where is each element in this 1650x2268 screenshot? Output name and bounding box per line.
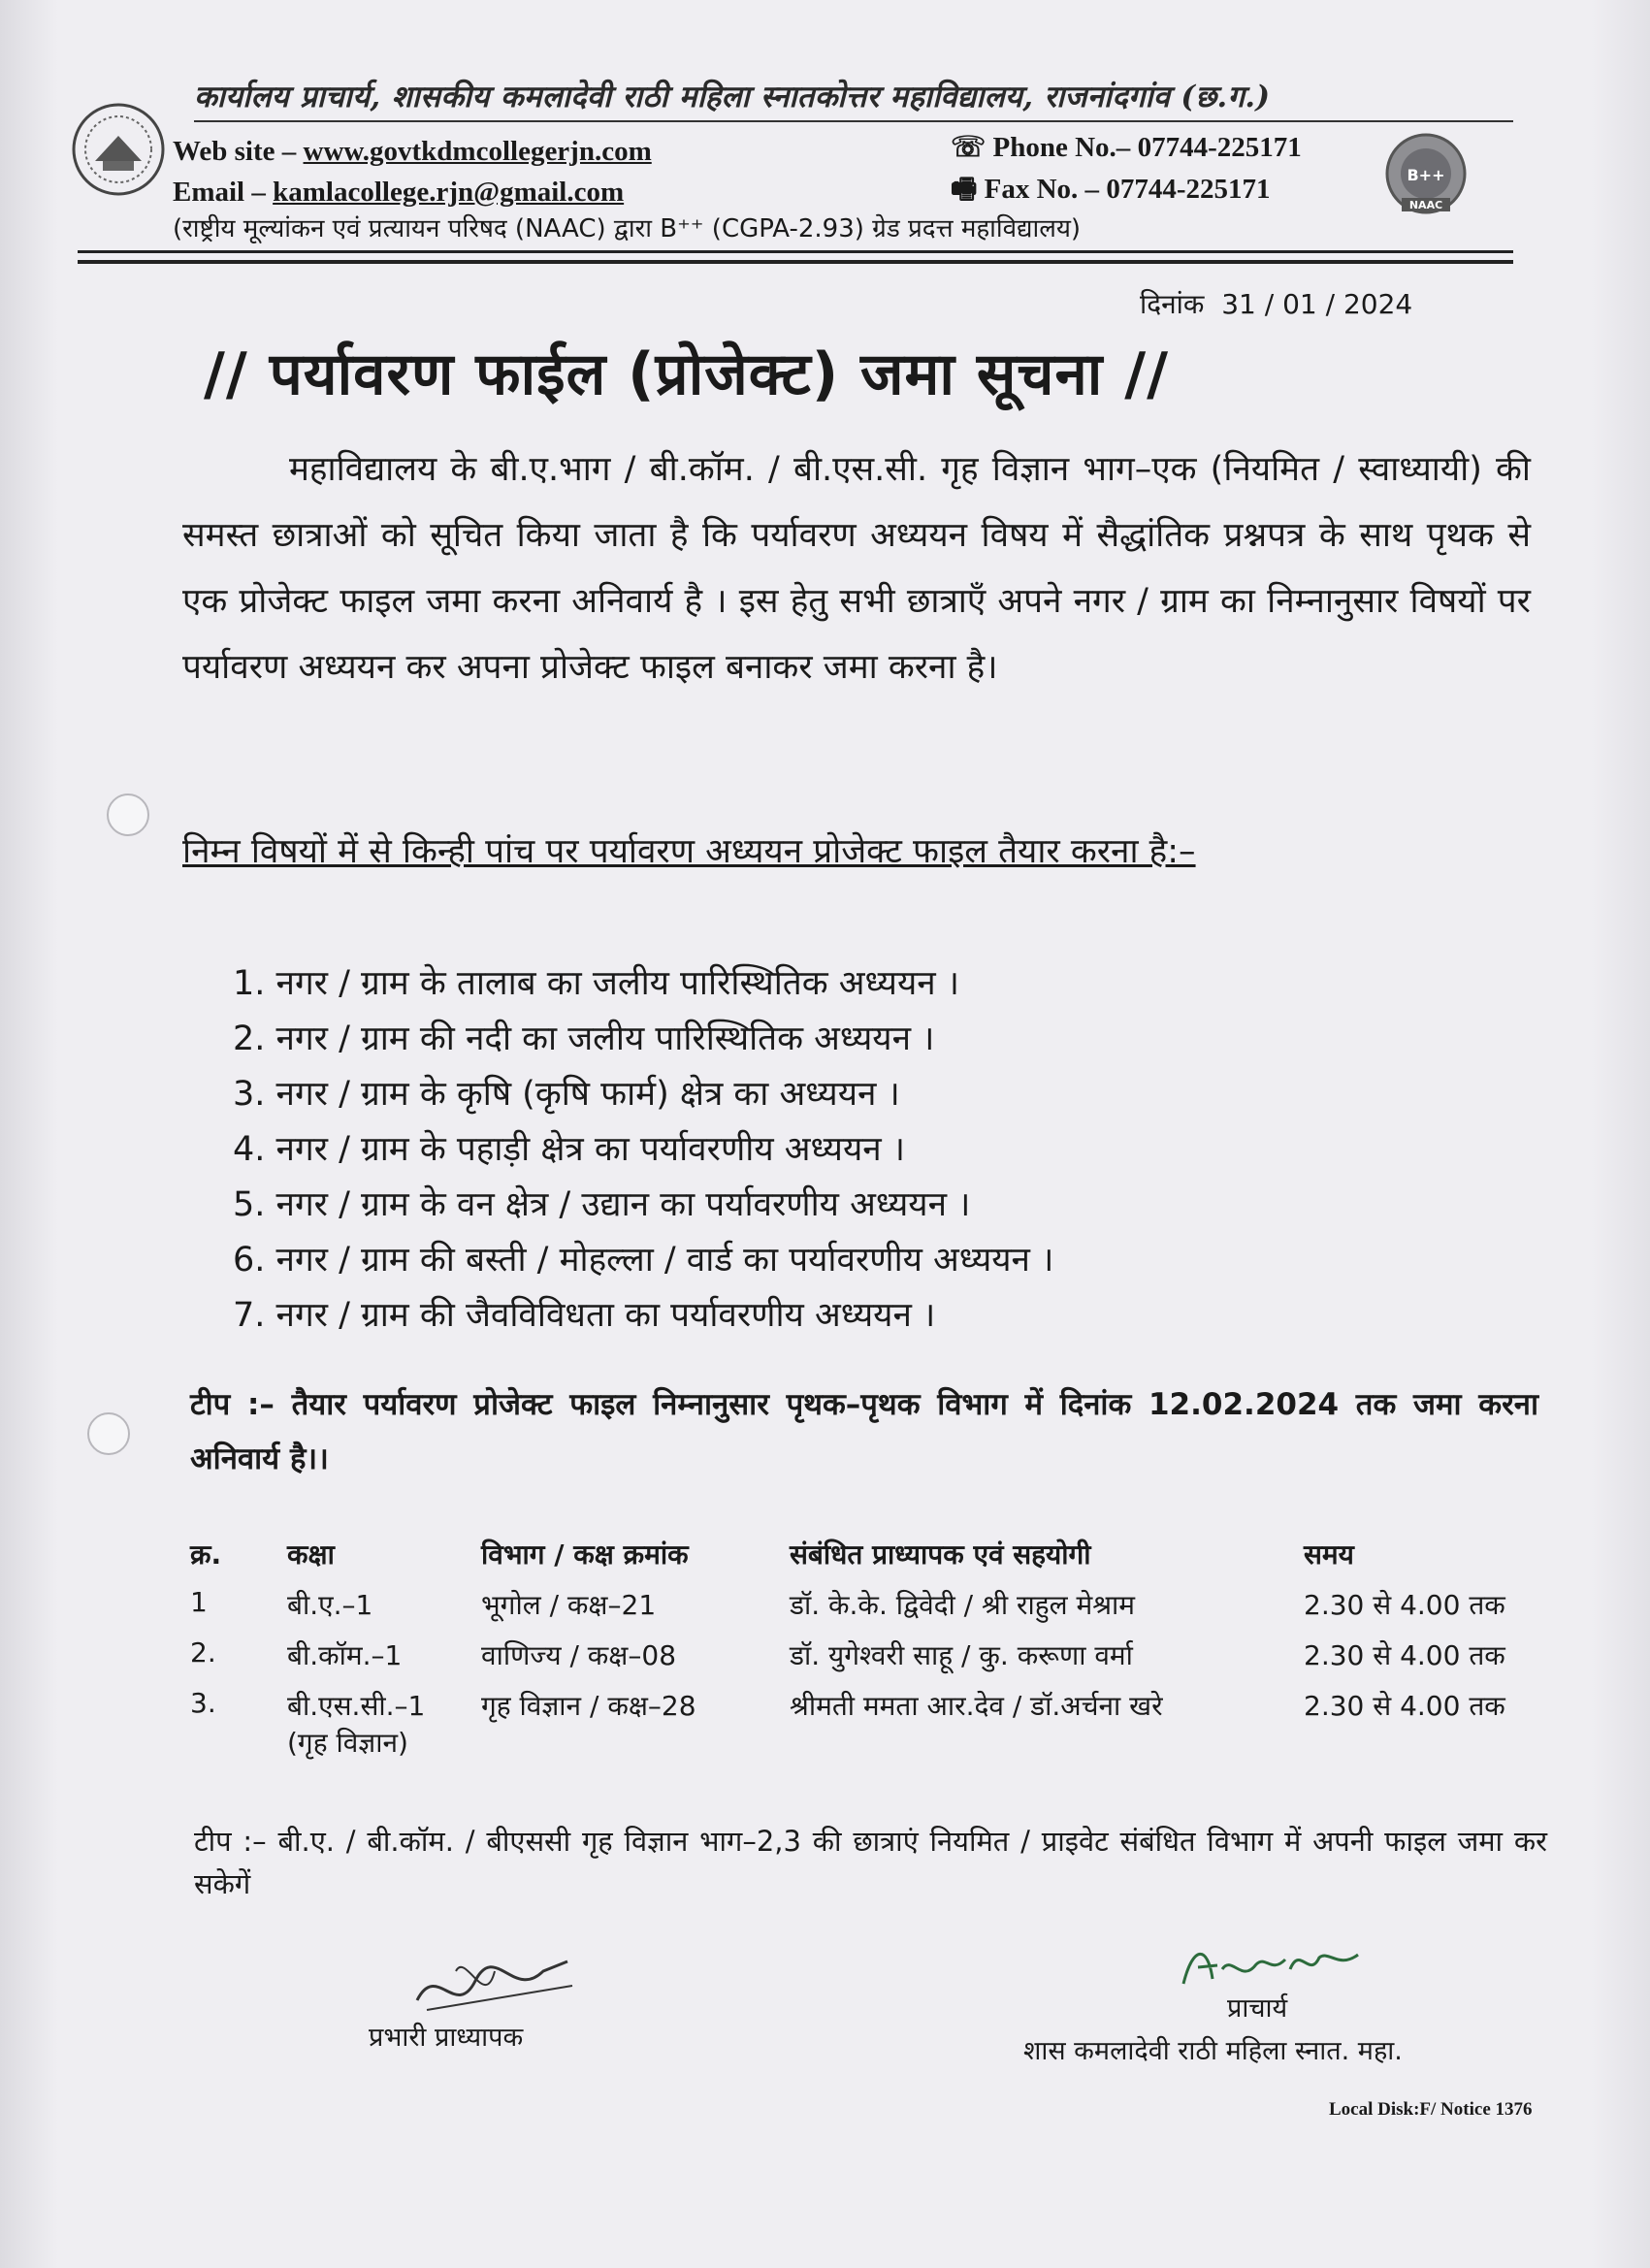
- column-header: विभाग / कक्ष क्रमांक: [481, 1539, 689, 1571]
- college-logo-icon: [70, 101, 167, 198]
- phone-number: 07744-225171: [1137, 132, 1302, 163]
- naac-accreditation-line: (राष्ट्रीय मूल्यांकन एवं प्रत्यायन परिषद (NAAC) द्वारा B⁺⁺ (CGPA-2.93) ग्रेड प्रदत्त महाविद्यालय): [173, 214, 1082, 243]
- notice-body: [182, 437, 1531, 700]
- table-row: [190, 1636, 1556, 1687]
- phone-row: [951, 130, 1302, 164]
- private-student-tip: टीप :– बी.ए. / बी.कॉम. / बीएससी गृह विज्ञान भाग–2,3 की छात्राएं नियमित / प्राइवेट संबंधित विभाग में अपनी फाइल जमा कर सकेगें: [194, 1825, 1547, 1900]
- fax-label: Fax No. –: [984, 174, 1107, 205]
- org-name-underline: [194, 120, 1513, 122]
- seal-grade: B++: [1407, 166, 1445, 184]
- header-divider: [78, 260, 1513, 264]
- list-item: 4. नगर / ग्राम के पहाड़ी क्षेत्र का पर्यावरणीय अध्ययन ।: [233, 1130, 906, 1169]
- table-header-row: [190, 1536, 1556, 1586]
- column-header: संबंधित प्राध्यापक एवं सहयोगी: [790, 1539, 1091, 1571]
- notice-body-text: महाविद्यालय के बी.ए.भाग / बी.कॉम. / बी.एस.सी. गृह विज्ञान भाग–एक (नियमित / स्वाध्यायी) की समस्त छात्राओं को सूचित किया जाता है कि पर्यावरण अध्ययन विषय में सैद्धांतिक प्रश्नपत्र के साथ पृथक से एक प्रोजेक्ट फाइल जमा करना अनिवार्य है । इस हेतु सभी छात्राएँ अपने नगर / ग्राम का निम्नानुसार विषयों पर पर्यावरण अध्ययन कर अपना प्रोजेक्ट फाइल बनाकर जमा करना है।: [182, 450, 1531, 687]
- fax-number: 07744-225171: [1106, 174, 1271, 205]
- table-cell: गृह विज्ञान / कक्ष–28: [481, 1690, 696, 1722]
- notice-title: // पर्यावरण फाईल (प्रोजेक्ट) जमा सूचना //: [204, 340, 1170, 408]
- table-cell: श्रीमती ममता आर.देव / डॉ.अर्चना खरे: [790, 1690, 1163, 1722]
- seal-text: NAAC: [1408, 199, 1443, 211]
- list-item: 2. नगर / ग्राम की नदी का जलीय पारिस्थितिक अध्ययन ।: [233, 1020, 935, 1058]
- table-cell: बी.ए.–1: [287, 1589, 373, 1621]
- phone-label: Phone No.–: [992, 132, 1138, 163]
- table-cell: [287, 1687, 481, 1761]
- website-label: Web site –: [173, 136, 304, 167]
- left-signature-icon: [398, 1942, 582, 2029]
- table-row: [190, 1687, 1556, 1761]
- table-cell: डॉ. के.के. द्विवेदी / श्री राहुल मेश्राम: [790, 1589, 1136, 1621]
- table-cell: वाणिज्य / कक्ष–08: [481, 1639, 677, 1671]
- list-item: 7. नगर / ग्राम की जैवविविधता का पर्यावरणीय अध्ययन ।: [233, 1296, 936, 1335]
- telephone-icon: ☏: [951, 132, 987, 163]
- table-cell: 2.30 से 4.00 तक: [1304, 1589, 1505, 1621]
- column-header: समय: [1304, 1539, 1354, 1571]
- table-cell: भूगोल / कक्ष–21: [481, 1589, 657, 1621]
- date-value: 31 / 01 / 2024: [1221, 288, 1413, 320]
- fax-icon: 🖷: [951, 174, 978, 205]
- college-short-name: शास कमलादेवी राठी महिला स्नात. महा.: [1023, 2036, 1403, 2066]
- email-label: Email –: [173, 177, 274, 208]
- column-header: क्र.: [190, 1539, 222, 1571]
- table-cell: 2.30 से 4.00 तक: [1304, 1639, 1505, 1671]
- schedule-table: [190, 1536, 1556, 1761]
- table-cell: बी.कॉम.–1: [287, 1639, 403, 1671]
- list-item: 5. नगर / ग्राम के वन क्षेत्र / उद्यान का पर्यावरणीय अध्ययन ।: [233, 1185, 971, 1224]
- organization-name: कार्यालय प्राचार्य, शासकीय कमलादेवी राठी महिला स्नातकोत्तर महाविद्यालय, राजनांदगांव (छ.ग.): [194, 80, 1271, 114]
- email-row: [173, 177, 624, 209]
- subject-heading: निम्न विषयों में से किन्ही पांच पर पर्यावरण अध्ययन प्रोजेक्ट फाइल तैयार करना है:–: [182, 832, 1196, 871]
- notice-date: [1140, 285, 1412, 322]
- principal-label: प्राचार्य: [1227, 1993, 1288, 2024]
- header-divider: [78, 250, 1513, 253]
- date-label: दिनांक: [1140, 288, 1205, 320]
- website-row: [173, 136, 652, 168]
- email-link[interactable]: kamlacollege.rjn@gmail.com: [273, 177, 625, 208]
- left-signatory-label: प्रभारी प्राध्यापक: [369, 2023, 524, 2053]
- naac-seal-icon: [1382, 130, 1470, 217]
- website-link[interactable]: www.govtkdmcollegerjn.com: [303, 136, 652, 167]
- table-cell: 1: [190, 1586, 208, 1618]
- table-cell: 3.: [190, 1687, 216, 1719]
- table-cell: डॉ. युगेश्वरी साहू / कु. करूणा वर्मा: [790, 1639, 1133, 1671]
- topic-list: [233, 956, 1053, 1344]
- list-item: 1. नगर / ग्राम के तालाब का जलीय पारिस्थितिक अध्ययन ।: [233, 964, 960, 1003]
- class-subtitle: (गृह विज्ञान): [287, 1727, 408, 1759]
- list-item: 6. नगर / ग्राम की बस्ती / मोहल्ला / वार्ड का पर्यावरणीय अध्ययन ।: [233, 1241, 1054, 1280]
- submission-tip: टीप :– तैयार पर्यावरण प्रोजेक्ट फाइल निम्नानुसार पृथक–पृथक विभाग में दिनांक 12.02.2024 तक जमा करना अनिवार्य है।।: [190, 1387, 1538, 1476]
- table-row: [190, 1586, 1556, 1636]
- table-cell: 2.: [190, 1636, 216, 1669]
- list-item: 3. नगर / ग्राम के कृषि (कृषि फार्म) क्षेत्र का अध्ययन ।: [233, 1075, 900, 1114]
- punch-hole: [87, 1412, 130, 1455]
- file-reference: Local Disk:F/ Notice 1376: [1329, 2099, 1533, 2120]
- punch-hole: [107, 794, 149, 836]
- column-header: कक्षा: [287, 1539, 335, 1571]
- class-name: बी.एस.सी.–1: [287, 1690, 426, 1722]
- table-cell: 2.30 से 4.00 तक: [1304, 1690, 1505, 1722]
